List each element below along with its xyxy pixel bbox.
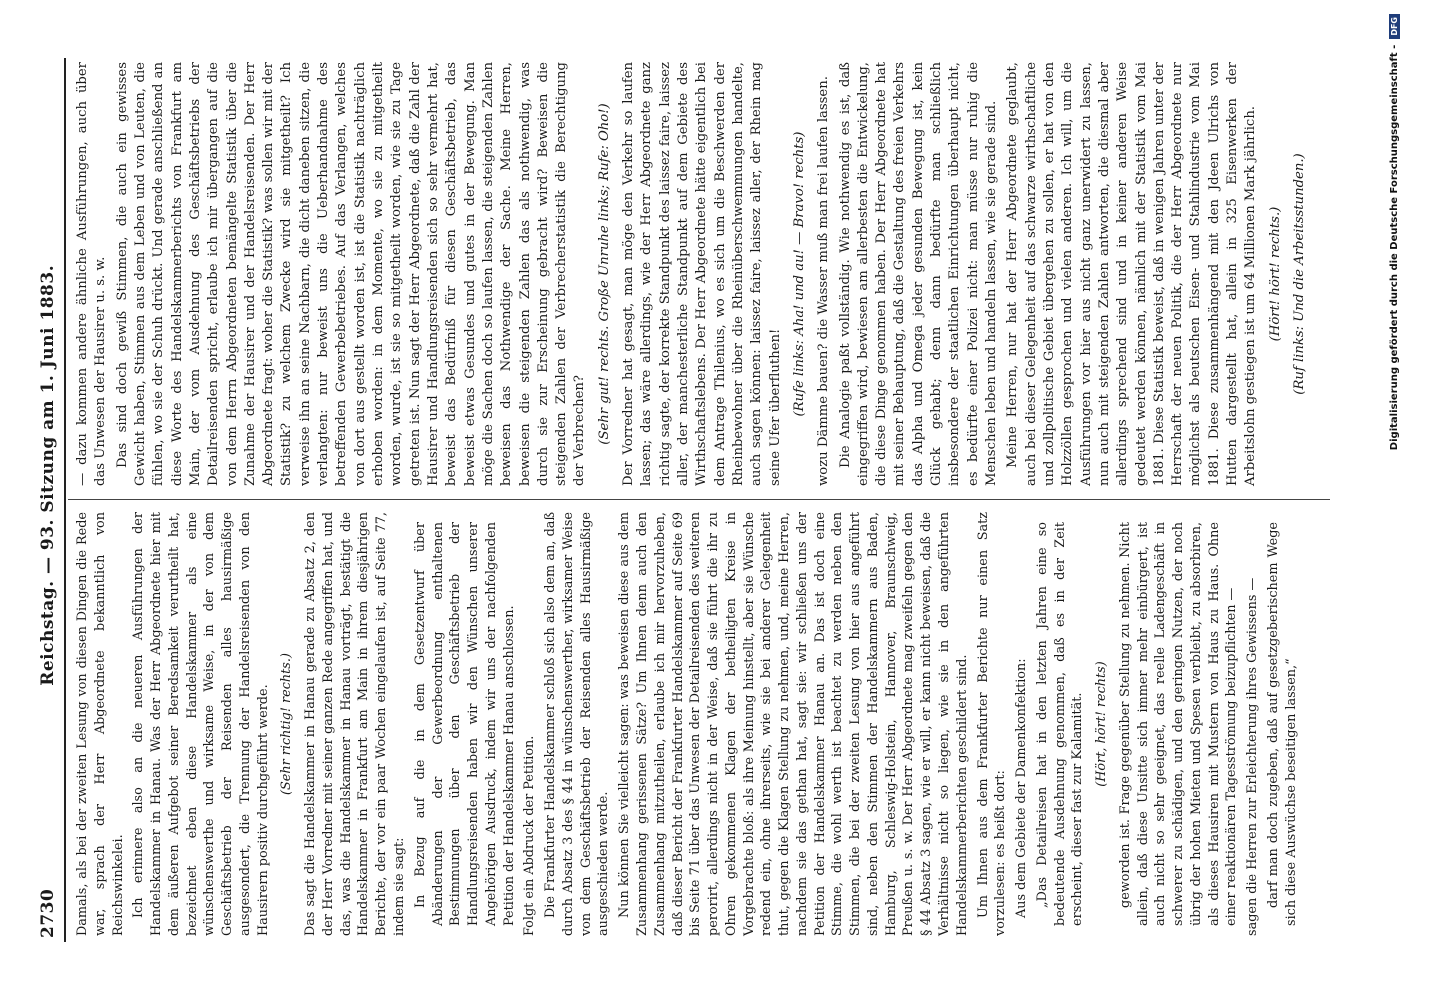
body-paragraph: wozu Dämme bauen? die Wasser muß man frei laufen lassen. <box>816 76 832 486</box>
digitization-footer <box>1388 0 1400 1000</box>
quoted-passage: „Das Detailreisen hat in den letzten Jahren eine so bedeutende Ausdehnung genommen, daß es in der Zeit erscheint, dieser fast zur Kalamität. <box>1034 522 1086 926</box>
quoted-passage: geworden ist. Frage gegenüber Stellung zu nehmen. Nicht allein, daß diese Unsitte sich immer mehr einbürgert, ist auch nicht so sehr geeignet, das reelle Ladengeschäft in schwerer zu schädigen, und den geringen Nutzen, der noch übrig der hohen Mieten und Spesen verbleibt, zu absorbiren, als dieses Hausiren mit Mustern von Haus zu Haus. Ohne einer reaktionären Tagesströmung beizupflichten — <box>1117 522 1240 926</box>
header-rule <box>64 58 66 942</box>
body-paragraph: Das sagt die Handelskammer in Hanau gerade zu Absatz 2, den der Herr Vorredner mit seiner ganzen Rede angegriffen hat, und das, was die Handelskammer in Hanau vorträgt, bestätigt die Handelskammer in Frankfurt am Main in ihrem diesjährigen Berichte, der vor ein paar Wochen eingelaufen ist, auf Seite 77, indem sie sagt: <box>303 512 408 936</box>
interjection: (Sehr gut! rechts. Große Unruhe links; Rufe: Oho!) <box>596 103 612 445</box>
body-paragraph: sagen die Herren zur Erleichterung ihres Gewissens — <box>1245 577 1261 936</box>
interjection: (Hört, hört! rechts) <box>1094 661 1110 787</box>
body-paragraph: Meine Herren, nur hat der Herr Abgeordnete geglaubt, auch bei dieser Gelegenheit auf das schwarze wirthschaftliche und zollpolitische Gebiet übergehen zu sollen, er hat von den Holzzöllen gesprochen und vielen anderen. Ich will, um die Ausführungen vor hier aus nicht ganz unerwidert zu lassen, nun auch mit steigenden Zahlen antworten, die diesmal aber allerdings sprechend sind und in keiner anderen Weise gedeutet werden können, nämlich mit der Statistik vom Mai 1881. Diese Statistik beweist, daß in wenigen Jahren unter der Herrschaft der neuen Politik, die der Herr Abgeordnete nur möglichst als beutschen Eisen- und Stahlindustrie vom Mai 1881. Diese zusammenhängend mit den Jdeen Ulrichs von Hutten dargestellt hat, allein in 325 Eisenwerken der Arbeitslohn gestiegen ist um 64 Millionen Mark jährlich. <box>1005 62 1259 486</box>
interjection: (Sehr richtig! rechts.) <box>279 653 295 795</box>
left-column <box>74 512 1304 936</box>
body-paragraph: Um Ihnen aus dem Frankfurter Berichte nur einen Satz vorzulesen: es heißt dort: <box>975 512 1009 936</box>
dfg-logo: DFG <box>1389 14 1400 39</box>
body-paragraph: Nun können Sie vielleicht sagen: was beweisen diese aus dem Zusammenhang gerissenen Sätze? Um Ihnen denn auch den Zusammenhang mitzutheilen, erlaube ich mir hervorzuheben, daß dieser Bericht der Frankfurter Handelskammer auf Seite 69 bis Seite 71 über das Unwesen der Detailreisenden des weiteren perorirt, allerdings nicht in der Weise, daß sie führt die ihr zu Ohren gekommenen Klagen der betheiligten Kreise in Vorgebrachte bloß: als ihre Meinung hinstellt, aber sie Wünsche redend ein, ohne ihrerseits, wie sie bei anderer Gelegenheit thut, gegen die Klagen Stellung zu nehmen, und, meine Herren, nachdem sie das gethan hat, sagt sie: wir schließen uns der Petition der Handelskammer Hanau an. Das ist doch eine Stimme, die wohl werth ist beachtet zu werden neben den Stimmen, die bei der zweiten Lesung von hier aus angeführt sind, neben den Stimmen der Handelskammern aus Baden, Hamburg, Schleswig-Holstein, Hannover, Braunschweig, Preußen u. s. w. Der Herr Abgeordnete mag zweifeln gegen den § 44 Absatz 3 sagen, wie er will, er kann nicht beweisen, daß die Verhältnisse nicht so liegen, wie sie in den angeführten Handelskammerberichten geschildert sind. <box>617 512 970 936</box>
running-title: Reichstag. — 93. Sitzung am 1. Juni 1883. <box>38 264 58 686</box>
quoted-passage: In Bezug auf die in dem Gesetzentwurf über Abänderungen der Gewerbeordnung enthaltenen Bestimmungen über den Geschäftsbetrieb der Handlungsreisenden haben wir den Wünschen unserer Angehörigen Ausdruck, indem wir uns der nachfolgenden Petition der Handelskammer Hanau anschlossen. <box>412 522 517 926</box>
body-paragraph: Damals, als bei der zweiten Lesung von diesen Dingen die Rede war, sprach der Herr Abgeordnete bekanntlich von Reichswinkelei. <box>75 512 126 936</box>
interjection: (Rufe links: Aha! und au! — Bravo! rechts) <box>791 131 807 417</box>
body-paragraph: Das sind doch gewiß Stimmen, die auch ein gewisses Gewicht haben, Stimmen aus dem Leben und von Leuten, die fühlen, wo sie der Schuh drückt. Und gerade anschließend an diese Worte des Handelskammerberichts von Frankfurt am Main, der vom Ausdehnung des Geschäftsbetriebs der Detailreisenden spricht, erlaube ich mir übergangen auf die von dem Herrn Abgeordneten bemängelte Statistik über die Zunahme der Hausirer und der Handelsreisenden. Der Herr Abgeordnete fragt: woher die Statistik? was sollen wir mit der Statistik? zu welchem Zwecke wird sie mitgetheilt? Ich verweise ihn an seine Nachbarn, die dicht daneben sitzen, die verlangten: nur beweist uns die Ueberhandnahme des betreffenden Gewerbebetriebes. Auf das Verlangen, welches von dort aus gestellt worden ist, ist die Statistik nachträglich erhoben worden: in dem Momente, wo sie zu mitgetheilt worden, wurde, ist sie so mitgetheilt worden, wie sie zu Tage getreten ist. Nun sagt der Herr Abgeordnete, daß die Zahl der Hausirer und Handlungsreisenden sich so sehr vermehrt hat, beweist das Bedürfniß für diesen Geschäftsbetrieb, das beweist etwas Gesundes und gutes in der Bewegung. Man möge die Sachen doch so laufen lassen, die steigenden Zahlen beweisen das Nothwendige der Sache. Meine Herren, beweisen die steigenden Zahlen das als nothwendig, was durch sie zur Erscheinung gebracht wird? Beweisen die steigenden Zahlen der Verbrecherstatistik die Berechtigung der Verbrechen? <box>114 62 588 486</box>
interjection: (Ruf links: Und die Arbeitsstunden.) <box>1292 153 1307 395</box>
body-paragraph: Die Frankfurter Handelskammer schloß sich also dem an, daß durch Absatz 3 des § 44 in wünschenswerther, wirksamer Weise von dem Geschäftsbetrieb der Reisenden alles Hausirmäßige ausgeschieden werde. <box>543 512 612 936</box>
body-paragraph: Ich erinnere also an die neueren Ausführungen der Handelskammer in Hanau. Was der Herr Abgeordnete hier mit dem äußeren Aufgebot seiner Beredsamkeit verurtheilt hat, bezeichnet eben diese Handelskammer als eine wünschenswerthe und wirksame Weise, in der von dem Geschäftsbetrieb der Reisenden alles hausirmäßige ausgesondert, die Trennung der Handelsreisenden von den Hausirern positiv durchgeführt werde. <box>131 512 271 936</box>
funding-note: Digitalisierung gefördert durch die Deutsche Forschungsgemeinschaft - <box>1388 44 1400 451</box>
body-paragraph: — dazu kommen andere ähnliche Ausführungen, auch über das Unwesen der Hausirer u. s. w. <box>75 62 109 486</box>
body-paragraph: Folgt ein Abdruck der Petition. <box>522 735 538 936</box>
page-header <box>24 62 58 938</box>
body-paragraph: Aus dem Gebiete der Damenkonfektion: <box>1014 658 1030 918</box>
right-column <box>74 62 1315 486</box>
body-paragraph: Die Analogie paßt vollständig. Wie nothwendig es ist, daß eingegriffen wird, bewiesen am allerbesten die Entwickelung, die diese Dinge genommen haben. Der Herr Abgeordnete hat mit seiner Behauptung, daß die Gestaltung des freien Verkehrs das Alpha und Omega jeder gesunden Bewegung ist, kein Glück gehabt; denn dann bedürfte man schließlich insbesondere der staatlichen Einrichtungen überhaupt nicht, es bedürfte einer Polizei nicht: man müsse nur ruhig die Menschen leben und handeln lassen, wie sie gerade sind. <box>837 62 999 486</box>
column-divider <box>68 499 1330 500</box>
page-number: 2730 <box>38 888 58 938</box>
interjection: (Hört! hört! rechts.) <box>1267 206 1283 342</box>
body-paragraph: Der Vorredner hat gesagt, man möge den Verkehr so laufen lassen; das wäre allerdings, wie der Herr Abgeordnete ganz richtig sagte, der korrekte Standpunkt des laissez faire, laissez aller, der manchesterliche Standpunkt auf dem Gebiete des Wirthschaftslebens. Der Herr Abgeordnete hätte eigentlich bei dem Antrage Thilenius, wo es sich um die Beschwerden der Rheinbewohner über die Rheinüberschwemmungen handelte, auch sagen können: laissez faire, laissez aller, der Rhein mag seine Ufer überfluthen! <box>621 62 783 486</box>
quoted-passage: darf man doch zugeben, daß auf gesetzgeberischem Wege sich diese Auswüchse beseitigen lassen,“ <box>1266 522 1299 926</box>
